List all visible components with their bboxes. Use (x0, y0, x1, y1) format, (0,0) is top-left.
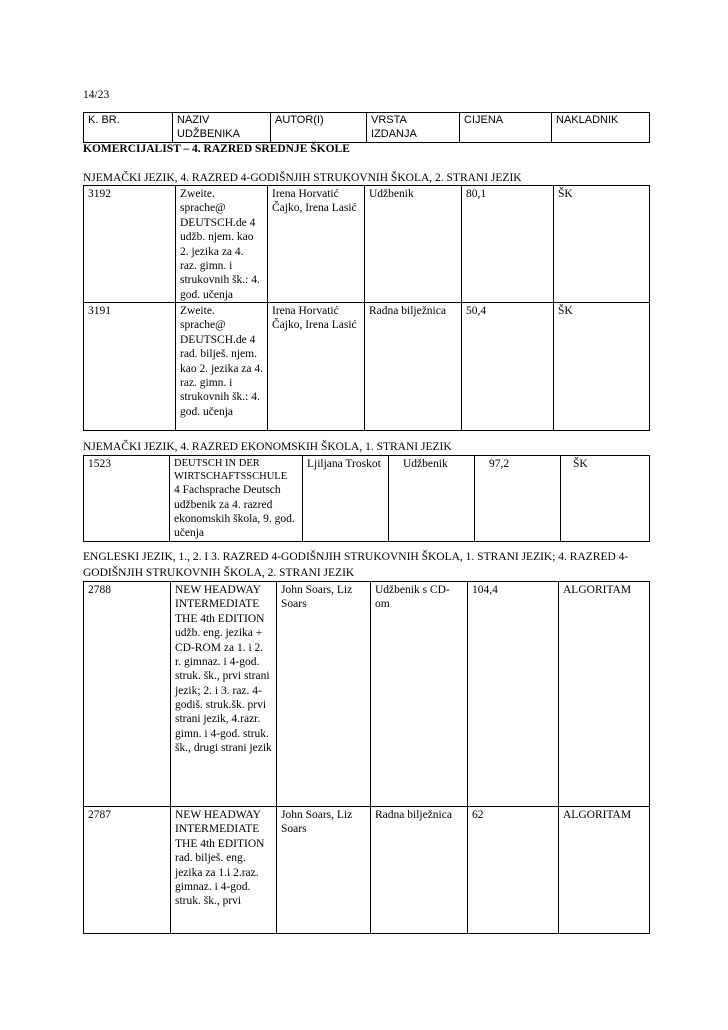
book-table (83, 185, 650, 431)
header-cijena: CIJENA (460, 113, 552, 143)
book-table (83, 455, 650, 542)
header-autor: AUTOR(I) (271, 113, 367, 143)
cell-kbr: 2787 (84, 807, 171, 934)
cell-kbr: 1523 (84, 456, 170, 542)
cell-autor: Irena Horvatić Čajko, Irena Lasić (268, 186, 365, 303)
cell-vrsta: Udžbenik (389, 456, 475, 542)
cell-cijena: 50,4 (462, 303, 554, 431)
cell-nakladnik: ŠK (554, 303, 650, 431)
cell-vrsta: Udžbenik (365, 186, 462, 303)
header-nakladnik: NAKLADNIK (552, 113, 650, 143)
cell-cijena: 80,1 (462, 186, 554, 303)
cell-vrsta: Udžbenik s CD-om (371, 582, 468, 807)
cell-naziv: NEW HEADWAY INTERMEDIATE THE 4th EDITION udžb. eng. jezika + CD-ROM za 1. i 2. r. gimnaz. i 4-god. struk. šk., prvi strani jezik; 2. i 3. raz. 4-godiš. struk.šk. prvi strani jezik, 4.razr. gimn. i 4-god. struk. šk., drugi strani jezik (171, 582, 277, 807)
table-row (84, 807, 650, 934)
cell-nakladnik: ŠK (554, 186, 650, 303)
cell-nakladnik: ALGORITAM (559, 807, 650, 934)
cell-autor: Irena Horvatić Čajko, Irena Lasić (268, 303, 365, 431)
cell-naziv-title: DEUTSCH IN DER WIRTSCHAFTSSCHULE (174, 458, 288, 483)
cell-cijena: 104,4 (468, 582, 559, 807)
header-vrsta: VRSTA IZDANJA (367, 113, 460, 143)
cell-vrsta: Radna bilježnica (371, 807, 468, 934)
cell-vrsta: Radna bilježnica (365, 303, 462, 431)
cell-autor: Ljiljana Troskot (303, 456, 389, 542)
table-row (84, 582, 650, 807)
cell-naziv: Zweite. sprache@ DEUTSCH.de 4 udžb. njem. kao 2. jezika za 4. raz. gimn. i strukovnih šk.: 4. god. učenja (176, 186, 268, 303)
section-title: NJEMAČKI JEZIK, 4. RAZRED 4-GODIŠNJIH STRUKOVNIH ŠKOLA, 2. STRANI JEZIK (83, 172, 522, 184)
cell-naziv (170, 456, 303, 542)
header-kbr: K. BR. (84, 113, 173, 143)
cell-naziv-detail: 4 Fachsprache Deutsch udžbenik za 4. razred ekonomskih škola, 9. god. učenja (174, 484, 295, 540)
cell-kbr: 3191 (84, 303, 176, 431)
table-row (84, 456, 650, 542)
section-title: NJEMAČKI JEZIK, 4. RAZRED EKONOMSKIH ŠKOLA, 1. STRANI JEZIK (83, 441, 452, 453)
cell-kbr: 3192 (84, 186, 176, 303)
header-naziv: NAZIV UDŽBENIKA (173, 113, 271, 143)
main-title: KOMERCIJALIST – 4. RAZRED SREDNJE ŠKOLE (83, 143, 350, 155)
cell-nakladnik: ŠK (561, 456, 650, 542)
cell-cijena: 62 (468, 807, 559, 934)
cell-autor: John Soars, Liz Soars (277, 582, 371, 807)
cell-naziv: NEW HEADWAY INTERMEDIATE THE 4th EDITION rad. bilješ. eng. jezika za 1.i 2.raz. gimnaz. i 4-god. struk. šk., prvi (171, 807, 277, 934)
section-title: ENGLESKI JEZIK, 1., 2. I 3. RAZRED 4-GODIŠNJIH STRUKOVNIH ŠKOLA, 1. STRANI JEZIK; 4. RAZRED 4-GODIŠNJIH STRUKOVNIH ŠKOLA, 2. STRANI JEZIK (83, 551, 629, 579)
page-number: 14/23 (83, 89, 110, 101)
cell-cijena: 97,2 (475, 456, 561, 542)
cell-nakladnik: ALGORITAM (559, 582, 650, 807)
cell-autor: John Soars, Liz Soars (277, 807, 371, 934)
book-table (83, 581, 650, 934)
cell-kbr: 2788 (84, 582, 171, 807)
table-row (84, 186, 650, 303)
cell-naziv: Zweite. sprache@ DEUTSCH.de 4 rad. bilješ. njem. kao 2. jezika za 4. raz. gimn. i strukovnih šk.: 4. god. učenja (176, 303, 268, 431)
table-row (84, 303, 650, 431)
column-header-table (83, 112, 650, 143)
